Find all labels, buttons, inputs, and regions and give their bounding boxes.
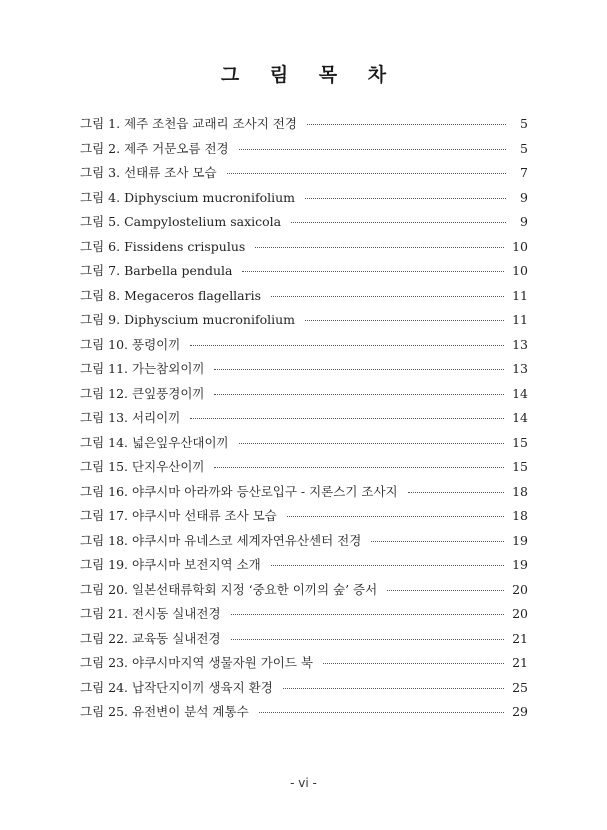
figure-prefix: 그림 — [80, 336, 105, 352]
figure-entry[interactable] — [80, 212, 528, 237]
figure-entry[interactable] — [80, 629, 528, 654]
figure-caption: 야쿠시마 아라까와 등산로입구 - 지론스기 조사지 — [132, 483, 398, 499]
figure-page-number: 25 — [512, 679, 528, 695]
figure-page-number: 18 — [512, 483, 528, 499]
figure-entry[interactable] — [80, 678, 528, 703]
figure-prefix: 그림 — [80, 704, 105, 719]
figure-entry[interactable] — [80, 335, 528, 360]
figure-prefix: 그림 — [80, 165, 105, 180]
figure-page-number: 15 — [512, 434, 528, 450]
figure-caption: 야쿠시마지역 생물자원 가이드 북 — [132, 655, 313, 670]
dot-leader — [214, 369, 504, 370]
figure-number: 22. — [108, 630, 129, 646]
figure-caption: 야쿠시마 선태류 조사 모습 — [132, 508, 277, 523]
figure-number: 24. — [108, 679, 129, 695]
figure-caption: 가는참외이끼 — [132, 361, 205, 376]
figure-number: 2. — [108, 140, 121, 156]
figure-number: 7. — [108, 263, 121, 278]
figure-entry[interactable] — [80, 286, 528, 311]
figure-number: 1. — [108, 116, 121, 131]
figure-page-number: 18 — [512, 508, 528, 523]
figure-entry[interactable] — [80, 653, 528, 678]
figure-number: 10. — [108, 336, 129, 352]
dot-leader — [305, 198, 506, 199]
figure-number: 20. — [108, 581, 129, 597]
figure-entry[interactable] — [80, 702, 528, 727]
figure-entry[interactable] — [80, 457, 528, 482]
figure-prefix: 그림 — [80, 312, 105, 327]
dot-leader — [408, 492, 504, 493]
figure-entry[interactable] — [80, 506, 528, 531]
figure-caption: 단지우산이끼 — [132, 459, 205, 474]
figure-page-number: 20 — [512, 606, 528, 621]
figure-caption: 제주 거문오름 전경 — [124, 140, 229, 156]
figure-page-number: 10 — [512, 263, 528, 278]
dot-leader — [255, 247, 504, 248]
dot-leader — [287, 516, 504, 517]
dot-leader — [242, 271, 504, 272]
figure-page-number: 7 — [520, 165, 528, 180]
figure-prefix: 그림 — [80, 483, 105, 499]
figure-entry[interactable] — [80, 261, 528, 286]
figure-prefix: 그림 — [80, 557, 105, 572]
dot-leader — [323, 663, 504, 664]
figure-page-number: 29 — [512, 704, 528, 719]
figure-entry[interactable] — [80, 580, 528, 605]
figure-number: 19. — [108, 557, 129, 572]
figure-entry[interactable] — [80, 359, 528, 384]
figure-entry[interactable] — [80, 408, 528, 433]
figure-prefix: 그림 — [80, 287, 105, 303]
figure-entry[interactable] — [80, 531, 528, 556]
figure-prefix: 그림 — [80, 581, 105, 597]
figure-entry[interactable] — [80, 310, 528, 335]
figure-prefix: 그림 — [80, 238, 105, 254]
figure-page-number: 5 — [520, 140, 528, 156]
figure-prefix: 그림 — [80, 679, 105, 695]
dot-leader — [283, 688, 504, 689]
figure-page-number: 10 — [512, 238, 528, 254]
dot-leader — [239, 149, 506, 150]
figure-number: 13. — [108, 410, 129, 425]
dot-leader — [214, 467, 504, 468]
figure-entry[interactable] — [80, 188, 528, 213]
figure-number: 25. — [108, 704, 129, 719]
figure-entry[interactable] — [80, 482, 528, 507]
figure-number: 5. — [108, 214, 121, 229]
figure-number: 16. — [108, 483, 129, 499]
dot-leader — [371, 541, 504, 542]
figure-page-number: 13 — [512, 336, 528, 352]
figure-caption: 교육동 실내전경 — [132, 630, 221, 646]
figure-page-number: 11 — [512, 287, 528, 303]
figure-prefix: 그림 — [80, 434, 105, 450]
figure-caption: 넓은잎우산대이끼 — [132, 434, 229, 450]
figure-page-number: 21 — [512, 630, 528, 646]
figure-prefix: 그림 — [80, 655, 105, 670]
figure-number: 9. — [108, 312, 121, 327]
figure-prefix: 그림 — [80, 410, 105, 425]
figure-prefix: 그림 — [80, 116, 105, 131]
figure-caption: 제주 조천읍 교래리 조사지 전경 — [124, 116, 297, 131]
dot-leader — [259, 712, 504, 713]
figure-list — [80, 114, 528, 727]
figure-page-number: 14 — [512, 385, 528, 401]
figure-page-number: 14 — [512, 410, 528, 425]
figure-caption: 납작단지이끼 생육지 환경 — [132, 679, 273, 695]
figure-page-number: 19 — [512, 532, 528, 548]
dot-leader — [271, 296, 504, 297]
figure-page-number: 13 — [512, 361, 528, 376]
dot-leader — [307, 124, 506, 125]
figure-entry[interactable] — [80, 163, 528, 188]
figure-prefix: 그림 — [80, 361, 105, 376]
figure-number: 15. — [108, 459, 129, 474]
figure-number: 6. — [108, 238, 121, 254]
figure-prefix: 그림 — [80, 630, 105, 646]
figure-entry[interactable] — [80, 237, 528, 262]
figure-entry[interactable] — [80, 139, 528, 164]
figure-caption: 서리이끼 — [132, 410, 181, 425]
figure-number: 11. — [108, 361, 129, 376]
figure-prefix: 그림 — [80, 214, 105, 229]
figure-page-number: 9 — [520, 189, 528, 205]
figure-prefix: 그림 — [80, 532, 105, 548]
figure-caption: Megaceros flagellaris — [124, 287, 262, 303]
dot-leader — [190, 345, 504, 346]
dot-leader — [231, 614, 505, 615]
figure-caption: Diphyscium mucronifolium — [124, 312, 295, 327]
dot-leader — [239, 443, 504, 444]
dot-leader — [387, 590, 504, 591]
figure-prefix: 그림 — [80, 606, 105, 621]
figure-number: 14. — [108, 434, 129, 450]
figure-entry[interactable] — [80, 384, 528, 409]
figure-caption: Campylostelium saxicola — [124, 214, 282, 229]
figure-page-number: 20 — [512, 581, 528, 597]
figure-entry[interactable] — [80, 433, 528, 458]
figure-prefix: 그림 — [80, 385, 105, 401]
figure-caption: Diphyscium mucronifolium — [124, 189, 295, 205]
dot-leader — [271, 565, 504, 566]
figure-page-number: 21 — [512, 655, 528, 670]
page-title: 그 림 목 차 — [220, 64, 399, 86]
figure-number: 18. — [108, 532, 129, 548]
figure-caption: 풍령이끼 — [132, 336, 181, 352]
figure-caption: 야쿠시마 보전지역 소개 — [132, 557, 261, 572]
figure-caption: 큰잎풍경이끼 — [132, 385, 205, 401]
figure-number: 23. — [108, 655, 129, 670]
dot-leader — [231, 639, 505, 640]
figure-prefix: 그림 — [80, 189, 105, 205]
figure-entry[interactable] — [80, 604, 528, 629]
figure-prefix: 그림 — [80, 263, 105, 278]
figure-caption: 선태류 조사 모습 — [124, 165, 217, 180]
figure-caption: 전시동 실내전경 — [132, 606, 221, 621]
figure-entry[interactable] — [80, 114, 528, 139]
figure-caption: 일본선태류학회 지정 ‘중요한 이끼의 숲’ 증서 — [132, 581, 378, 597]
figure-prefix: 그림 — [80, 508, 105, 523]
figure-page-number: 5 — [520, 116, 528, 131]
figure-caption: Fissidens crispulus — [124, 238, 246, 254]
figure-number: 17. — [108, 508, 129, 523]
figure-number: 21. — [108, 606, 129, 621]
dot-leader — [305, 320, 504, 321]
page-number-footer: - vi - — [290, 776, 317, 790]
figure-prefix: 그림 — [80, 140, 105, 156]
dot-leader — [227, 173, 506, 174]
figure-caption: 야쿠시마 유네스코 세계자연유산센터 전경 — [132, 532, 362, 548]
figure-caption: Barbella pendula — [124, 263, 233, 278]
figure-page-number: 15 — [512, 459, 528, 474]
figure-page-number: 19 — [512, 557, 528, 572]
figure-page-number: 9 — [520, 214, 528, 229]
figure-number: 4. — [108, 189, 121, 205]
figure-number: 3. — [108, 165, 121, 180]
figure-number: 12. — [108, 385, 129, 401]
dot-leader — [214, 394, 504, 395]
dot-leader — [190, 418, 504, 419]
figure-entry[interactable] — [80, 555, 528, 580]
figure-caption: 유전변이 분석 계통수 — [132, 704, 249, 719]
figure-number: 8. — [108, 287, 121, 303]
dot-leader — [291, 222, 506, 223]
figure-prefix: 그림 — [80, 459, 105, 474]
figure-page-number: 11 — [512, 312, 528, 327]
